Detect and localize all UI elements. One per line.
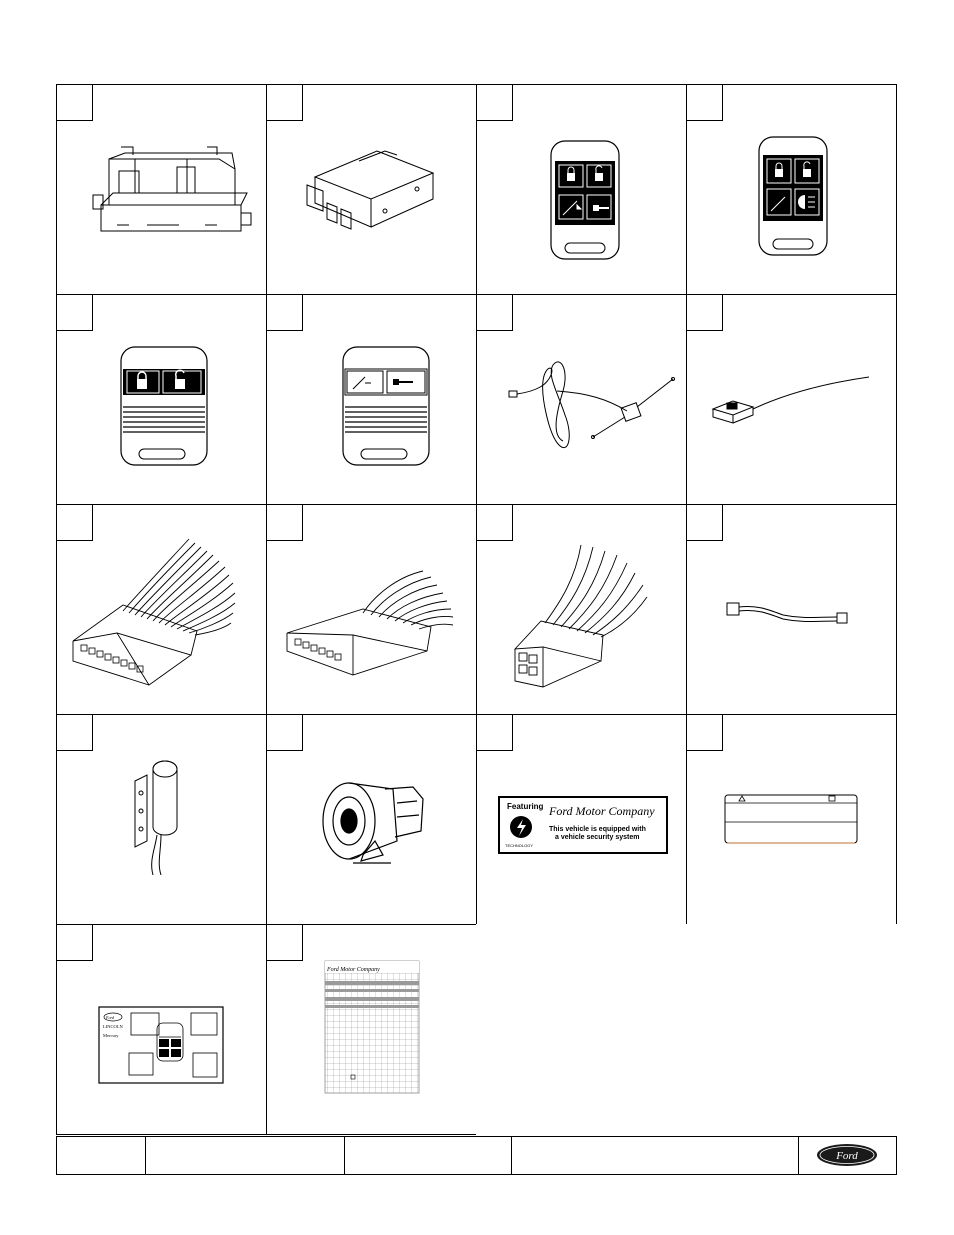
- part-cell-1: [56, 84, 267, 295]
- jumper-cable-icon: [687, 505, 898, 716]
- empty-area: [476, 924, 897, 1135]
- decal-brand: Ford Motor Company: [549, 804, 655, 818]
- part-cell-5: [56, 294, 267, 505]
- key-fob-icon: [57, 295, 268, 506]
- guide-icon: [267, 925, 478, 1136]
- receiver-module-icon: [267, 85, 478, 296]
- wire-harness-icon: [477, 505, 688, 716]
- part-cell-3: [476, 84, 687, 295]
- key-fob-icon: [687, 85, 898, 296]
- part-cell-16: [686, 714, 897, 925]
- part-cell-9: [56, 504, 267, 715]
- wire-harness-icon: [267, 505, 478, 716]
- card-icon: [57, 925, 268, 1136]
- title-block-cell-1: [57, 1137, 146, 1174]
- key-fob-icon: [477, 85, 688, 296]
- part-cell-12: [686, 504, 897, 715]
- wire-harness-icon: [57, 505, 268, 716]
- card-brand-mercury: Mercury: [103, 1033, 119, 1038]
- label-icon: [687, 715, 898, 926]
- part-cell-6: [266, 294, 477, 505]
- part-cell-17: [56, 924, 267, 1135]
- key-fob-icon: [267, 295, 478, 506]
- part-cell-11: [476, 504, 687, 715]
- part-cell-8: [686, 294, 897, 505]
- sensor-icon: [57, 715, 268, 926]
- decal-badge: TECHNOLOGY: [505, 843, 534, 848]
- decal-featuring: Featuring: [507, 802, 544, 811]
- decal-icon: [477, 715, 688, 926]
- antenna-cable-icon: [477, 295, 688, 506]
- title-block-logo-cell: [799, 1137, 895, 1174]
- card-brand-ford: Ford: [106, 1015, 114, 1020]
- ford-logo-text: Ford: [836, 1150, 858, 1162]
- card-brand-lincoln: LINCOLN: [103, 1024, 123, 1029]
- decal-line1: This vehicle is equipped with: [549, 826, 646, 833]
- title-block-cell-3: [345, 1137, 512, 1174]
- part-cell-4: [686, 84, 897, 295]
- part-cell-7: [476, 294, 687, 505]
- title-block: [56, 1136, 897, 1175]
- siren-icon: [267, 715, 478, 926]
- part-cell-10: [266, 504, 477, 715]
- part-cell-15: [476, 714, 687, 925]
- control-module-icon: [57, 85, 268, 296]
- part-cell-2: [266, 84, 477, 295]
- title-block-cell-2: [146, 1137, 345, 1174]
- parts-sheet: [56, 84, 897, 1175]
- decal-line2: a vehicle security system: [555, 834, 640, 841]
- title-block-cell-4: [512, 1137, 799, 1174]
- part-cell-14: [266, 714, 477, 925]
- part-cell-13: [56, 714, 267, 925]
- ford-logo-icon: [799, 1137, 895, 1173]
- part-cell-18: [266, 924, 477, 1135]
- led-switch-icon: [687, 295, 898, 506]
- guide-brand: Ford Motor Company: [327, 967, 380, 973]
